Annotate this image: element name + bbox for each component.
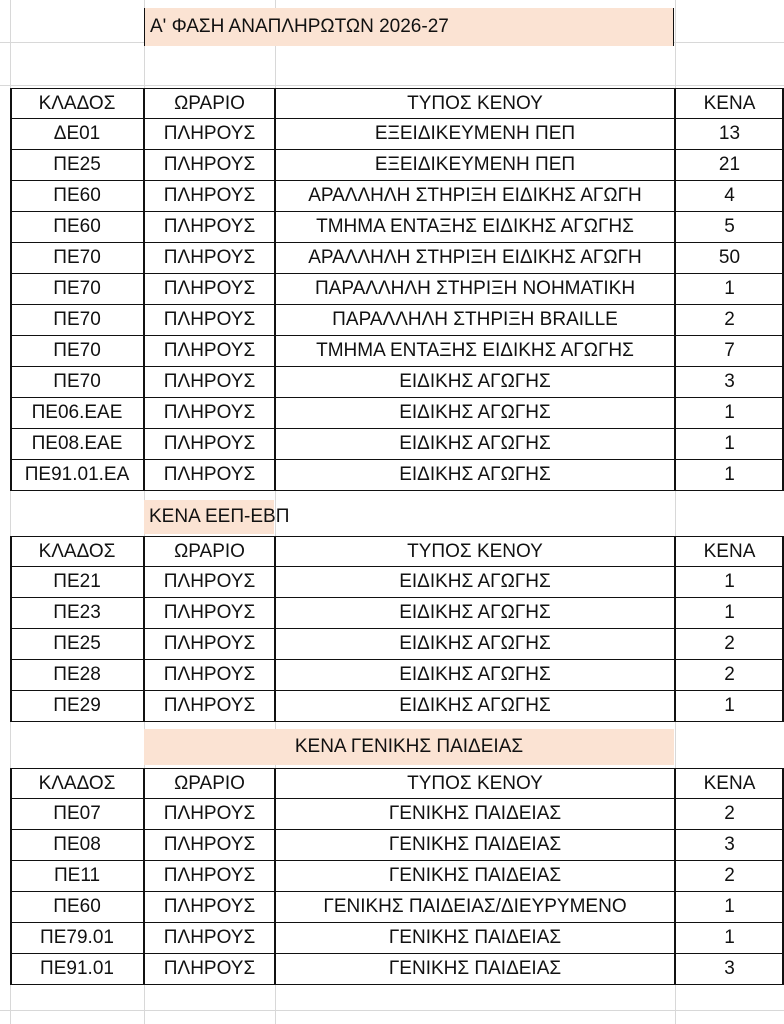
section-title-general: ΚΕΝΑ ΓΕΝΙΚΗΣ ΠΑΙΔΕΙΑΣ [144, 729, 674, 765]
table-row [10, 305, 784, 336]
header-kena: ΚΕΝΑ [703, 93, 756, 114]
orario-cell: ΠΛΗΡΟΥΣ [163, 123, 256, 144]
kladou-cell: ΠΕ79.01 [40, 927, 114, 948]
orario-cell: ΠΛΗΡΟΥΣ [163, 154, 256, 175]
header-orario: ΩΡΑΡΙΟ [174, 93, 245, 114]
table-row [10, 150, 784, 181]
kena-cell: 2 [724, 865, 735, 886]
orario-cell: ΠΛΗΡΟΥΣ [163, 834, 256, 855]
table-row [10, 923, 784, 954]
table-row [10, 892, 784, 923]
kena-cell: 1 [724, 402, 735, 423]
table-row [10, 274, 784, 305]
header-row [10, 536, 784, 567]
table-row [10, 460, 784, 491]
kena-cell: 1 [724, 927, 735, 948]
kena-cell: 13 [718, 123, 741, 144]
kena-cell: 7 [724, 340, 735, 361]
kena-cell: 1 [724, 602, 735, 623]
table-row [10, 429, 784, 460]
typos-cell: ΕΞΕΙΔΙΚΕΥΜΕΝΗ ΠΕΠ [374, 123, 576, 144]
typos-cell: ΠΑΡΑΛΛΗΛΗ ΣΤΗΡΙΞΗ ΝΟΗΜΑΤΙΚΗ [314, 278, 636, 299]
typos-cell: ΤΜΗΜΑ ΕΝΤΑΞΗΣ ΕΙΔΙΚΗΣ ΑΓΩΓΗΣ [316, 216, 634, 237]
kladou-cell: ΠΕ60 [53, 216, 101, 237]
header-orario: ΩΡΑΡΙΟ [174, 541, 245, 562]
table-row [10, 861, 784, 892]
kladou-cell: ΠΕ60 [53, 896, 101, 917]
header-kladou: ΚΛΑΔΟΣ [38, 93, 116, 114]
kladou-cell: ΠΕ11 [53, 865, 101, 886]
orario-cell: ΠΛΗΡΟΥΣ [163, 865, 256, 886]
kena-cell: 50 [718, 247, 741, 268]
typos-cell: ΑΡΑΛΛΗΛΗ ΣΤΗΡΙΞΗ ΕΙΔΙΚΗΣ ΑΓΩΓΗ [308, 247, 642, 268]
orario-cell: ΠΛΗΡΟΥΣ [163, 695, 256, 716]
kena-cell: 3 [724, 958, 735, 979]
kladou-cell: ΠΕ91.01 [40, 958, 114, 979]
kladou-cell: ΠΕ91.01.ΕΑ [24, 464, 130, 485]
header-orario: ΩΡΑΡΙΟ [174, 773, 245, 794]
header-typos: ΤΥΠΟΣ ΚΕΝΟΥ [407, 93, 543, 114]
table-row [10, 336, 784, 367]
header-row [10, 88, 784, 119]
orario-cell: ΠΛΗΡΟΥΣ [163, 278, 256, 299]
kladou-cell: ΠΕ70 [53, 309, 101, 330]
orario-cell: ΠΛΗΡΟΥΣ [163, 602, 256, 623]
typos-cell: ΕΙΔΙΚΗΣ ΑΓΩΓΗΣ [399, 602, 551, 623]
kladou-cell: ΠΕ70 [53, 371, 101, 392]
typos-cell: ΕΙΔΙΚΗΣ ΑΓΩΓΗΣ [399, 664, 551, 685]
typos-cell: ΕΙΔΙΚΗΣ ΑΓΩΓΗΣ [399, 633, 551, 654]
kena-cell: 1 [724, 464, 735, 485]
kladou-cell: ΠΕ08.ΕΑΕ [31, 433, 123, 454]
orario-cell: ΠΛΗΡΟΥΣ [163, 803, 256, 824]
typos-cell: ΠΑΡΑΛΛΗΛΗ ΣΤΗΡΙΞΗ BRAILLE [332, 309, 618, 330]
grid-line [0, 85, 784, 86]
kena-cell: 1 [724, 278, 735, 299]
kladou-cell: ΠΕ21 [53, 571, 101, 592]
orario-cell: ΠΛΗΡΟΥΣ [163, 216, 256, 237]
table-row [10, 181, 784, 212]
table-row [10, 799, 784, 830]
table-row [10, 830, 784, 861]
orario-cell: ΠΛΗΡΟΥΣ [163, 371, 256, 392]
kena-cell: 2 [724, 803, 735, 824]
orario-cell: ΠΛΗΡΟΥΣ [163, 927, 256, 948]
typos-cell: ΑΡΑΛΛΗΛΗ ΣΤΗΡΙΞΗ ΕΙΔΙΚΗΣ ΑΓΩΓΗ [308, 185, 642, 206]
kena-cell: 3 [724, 371, 735, 392]
typos-cell: ΤΜΗΜΑ ΕΝΤΑΞΗΣ ΕΙΔΙΚΗΣ ΑΓΩΓΗΣ [316, 340, 634, 361]
kena-cell: 21 [718, 154, 741, 175]
table-row [10, 629, 784, 660]
orario-cell: ΠΛΗΡΟΥΣ [163, 340, 256, 361]
kena-cell: 1 [724, 695, 735, 716]
kena-cell: 1 [724, 571, 735, 592]
typos-cell: ΓΕΝΙΚΗΣ ΠΑΙΔΕΙΑΣ [388, 834, 562, 855]
kena-cell: 1 [724, 433, 735, 454]
orario-cell: ΠΛΗΡΟΥΣ [163, 896, 256, 917]
typos-cell: ΓΕΝΙΚΗΣ ΠΑΙΔΕΙΑΣ [388, 927, 562, 948]
orario-cell: ΠΛΗΡΟΥΣ [163, 571, 256, 592]
orario-cell: ΠΛΗΡΟΥΣ [163, 185, 256, 206]
kena-cell: 3 [724, 834, 735, 855]
orario-cell: ΠΛΗΡΟΥΣ [163, 309, 256, 330]
header-typos: ΤΥΠΟΣ ΚΕΝΟΥ [407, 773, 543, 794]
kena-cell: 2 [724, 309, 735, 330]
sheet-title: Α' ΦΑΣΗ ΑΝΑΠΛΗΡΩΤΩΝ 2026-27 [144, 8, 674, 46]
typos-cell: ΕΙΔΙΚΗΣ ΑΓΩΓΗΣ [399, 433, 551, 454]
kladou-cell: ΠΕ70 [53, 247, 101, 268]
kladou-cell: ΠΕ25 [53, 154, 101, 175]
kena-cell: 2 [724, 664, 735, 685]
kena-cell: 2 [724, 633, 735, 654]
header-kena: ΚΕΝΑ [703, 541, 756, 562]
header-kladou: ΚΛΑΔΟΣ [38, 541, 116, 562]
table-row [10, 567, 784, 598]
typos-cell: ΕΞΕΙΔΙΚΕΥΜΕΝΗ ΠΕΠ [374, 154, 576, 175]
orario-cell: ΠΛΗΡΟΥΣ [163, 247, 256, 268]
header-kladou: ΚΛΑΔΟΣ [38, 773, 116, 794]
kladou-cell: ΠΕ70 [53, 340, 101, 361]
header-kena: ΚΕΝΑ [703, 773, 756, 794]
typos-cell: ΕΙΔΙΚΗΣ ΑΓΩΓΗΣ [399, 571, 551, 592]
orario-cell: ΠΛΗΡΟΥΣ [163, 958, 256, 979]
table-row [10, 598, 784, 629]
kena-cell: 5 [724, 216, 735, 237]
table-row [10, 954, 784, 985]
kladou-cell: ΔΕ01 [53, 123, 101, 144]
kladou-cell: ΠΕ07 [53, 803, 101, 824]
typos-cell: ΓΕΝΙΚΗΣ ΠΑΙΔΕΙΑΣ [388, 958, 562, 979]
table-row [10, 212, 784, 243]
table-row [10, 691, 784, 722]
table-row [10, 398, 784, 429]
typos-cell: ΕΙΔΙΚΗΣ ΑΓΩΓΗΣ [399, 695, 551, 716]
typos-cell: ΕΙΔΙΚΗΣ ΑΓΩΓΗΣ [399, 464, 551, 485]
orario-cell: ΠΛΗΡΟΥΣ [163, 464, 256, 485]
header-typos: ΤΥΠΟΣ ΚΕΝΟΥ [407, 541, 543, 562]
kladou-cell: ΠΕ23 [53, 602, 101, 623]
section-title-eep: ΚΕΝΑ ΕΕΠ-ΕΒΠ [144, 500, 274, 534]
typos-cell: ΓΕΝΙΚΗΣ ΠΑΙΔΕΙΑΣ/ΔΙΕΥΡΥΜΕΝΟ [323, 896, 627, 917]
typos-cell: ΓΕΝΙΚΗΣ ΠΑΙΔΕΙΑΣ [388, 865, 562, 886]
kladou-cell: ΠΕ28 [53, 664, 101, 685]
table-row [10, 660, 784, 691]
grid-line [0, 1010, 784, 1011]
table-row [10, 119, 784, 150]
kladou-cell: ΠΕ70 [53, 278, 101, 299]
orario-cell: ΠΛΗΡΟΥΣ [163, 433, 256, 454]
orario-cell: ΠΛΗΡΟΥΣ [163, 633, 256, 654]
typos-cell: ΕΙΔΙΚΗΣ ΑΓΩΓΗΣ [399, 402, 551, 423]
orario-cell: ΠΛΗΡΟΥΣ [163, 664, 256, 685]
table-row [10, 367, 784, 398]
kena-cell: 1 [724, 896, 735, 917]
header-row [10, 768, 784, 799]
kena-cell: 4 [724, 185, 735, 206]
kladou-cell: ΠΕ25 [53, 633, 101, 654]
kladou-cell: ΠΕ06.ΕΑΕ [31, 402, 123, 423]
typos-cell: ΕΙΔΙΚΗΣ ΑΓΩΓΗΣ [399, 371, 551, 392]
kladou-cell: ΠΕ29 [53, 695, 101, 716]
kladou-cell: ΠΕ60 [53, 185, 101, 206]
table-row [10, 243, 784, 274]
typos-cell: ΓΕΝΙΚΗΣ ΠΑΙΔΕΙΑΣ [388, 803, 562, 824]
kladou-cell: ΠΕ08 [53, 834, 101, 855]
orario-cell: ΠΛΗΡΟΥΣ [163, 402, 256, 423]
